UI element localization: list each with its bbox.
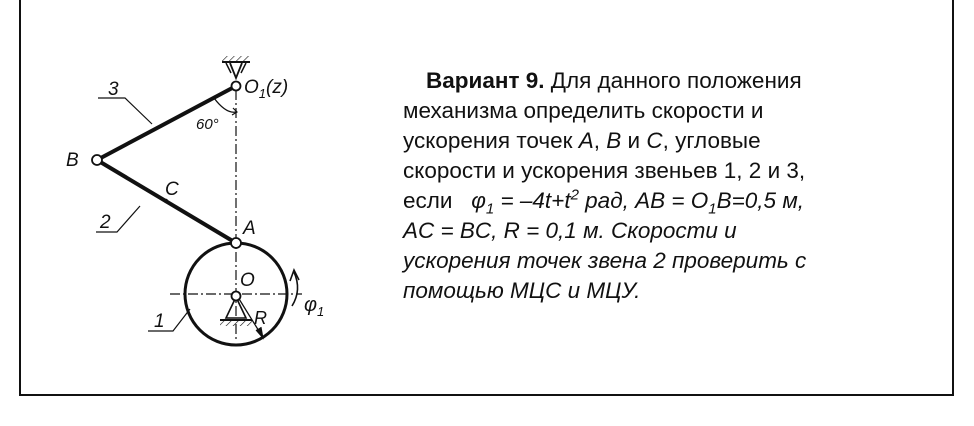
task-text xyxy=(403,66,923,306)
label-link-3: 3 xyxy=(108,79,119,100)
task-line-2: механизма определить скорости и xyxy=(403,98,764,123)
joint-o1 xyxy=(232,82,241,91)
mechanism-figure xyxy=(0,0,400,426)
fixed-support-o1 xyxy=(222,56,250,78)
label-angle: 60° xyxy=(196,116,219,133)
label-point-o1: $O_1(z)$ xyxy=(244,77,289,101)
label-radius: R xyxy=(254,308,267,328)
angle-arc xyxy=(214,98,236,112)
task-line-5: если $\varphi_1 = -4t+t^2$ рад, AB = $O_1B=0,5$ м, xyxy=(403,186,804,218)
task-line-8: помощью МЦС и МЦУ. xyxy=(403,278,641,303)
task-line-4: скорости и ускорения звеньев 1, 2 и 3, xyxy=(403,158,806,183)
task-line-3: ускорения точек A, B и C, угловые xyxy=(403,128,761,153)
joint-o xyxy=(232,292,241,301)
task-title: Вариант 9. xyxy=(426,68,545,93)
joint-a xyxy=(231,238,241,248)
task-line-6: AC = BC, R = 0,1 м. Скорости и xyxy=(403,218,737,243)
label-point-a: A xyxy=(243,218,256,239)
label-point-c: C xyxy=(165,179,179,200)
label-phi: $\varphi_1$ xyxy=(304,294,325,319)
task-line-7: ускорения точек звена 2 проверить с xyxy=(403,248,807,273)
leader-3 xyxy=(98,98,152,124)
label-point-o: O xyxy=(240,270,255,291)
task-line-1-text: Для данного положения xyxy=(550,68,802,93)
label-link-2: 2 xyxy=(100,212,111,233)
label-link-1: 1 xyxy=(154,311,165,332)
task-line-1 xyxy=(403,66,923,96)
joint-b xyxy=(92,155,102,165)
label-point-b: B xyxy=(66,150,79,171)
